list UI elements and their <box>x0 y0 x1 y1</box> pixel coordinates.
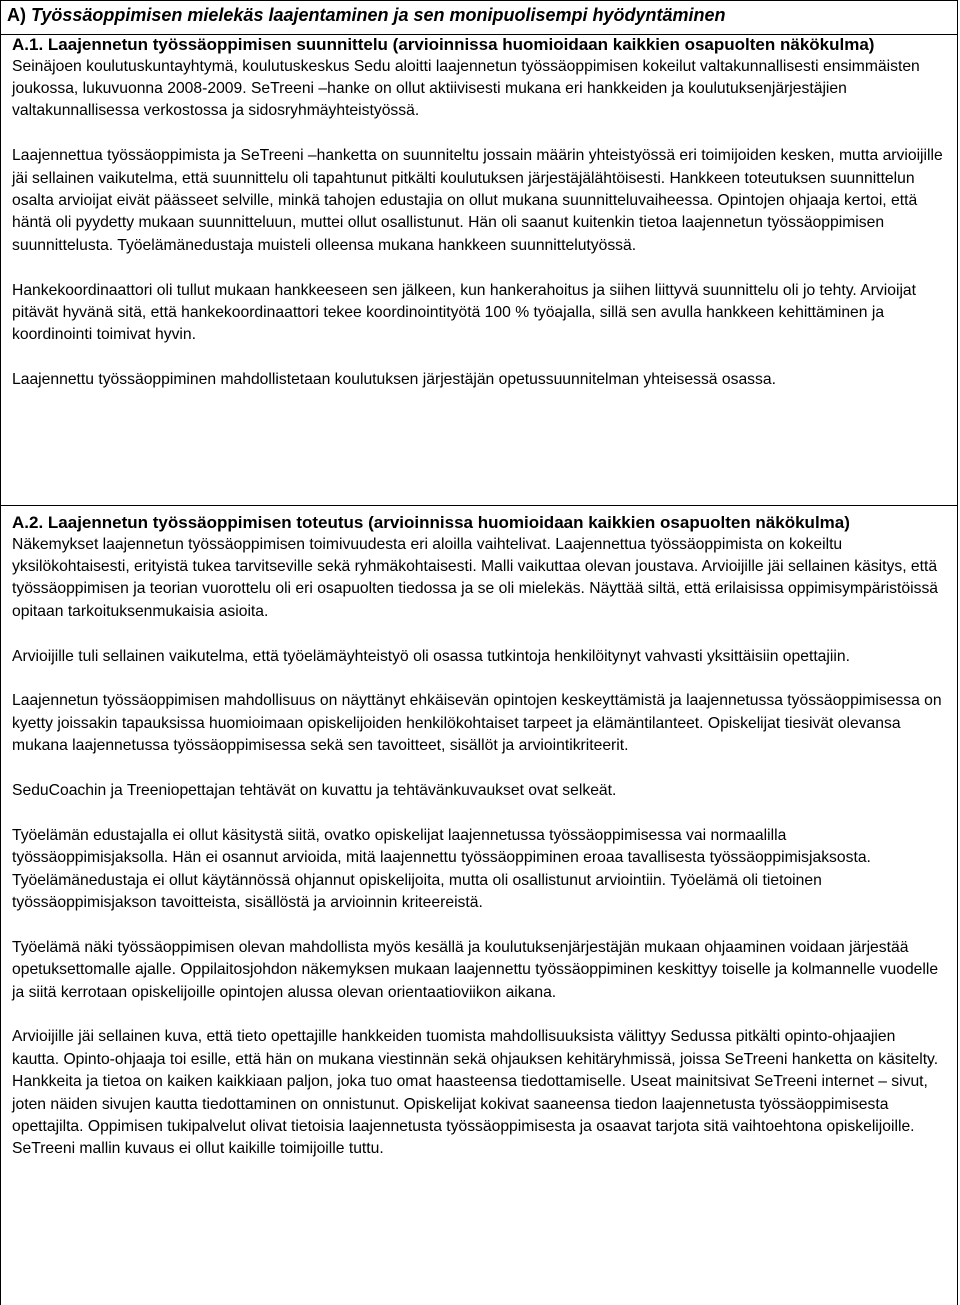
section-a1-heading: A.1. Laajennetun työssäoppimisen suunnittelu (arvioinnissa huomioidaan kaikkien osapuolten näkökulma) <box>12 35 875 54</box>
section-a2-paragraph-7: Arvioijille jäi sellainen kuva, että tieto opettajille hankkeiden tuomista mahdollisuuksista välittyy Sedussa pitkälti opinto-ohjaajien kautta. Opinto-ohjaaja toi esille, että hän on mukana viestinnän sekä ohjauksen kehitäryhmissä, joissa SeTreeni hanketta on käsitelty. Hankkeita ja tietoa on kaiken kaikkiaan paljon, joka tuo omat haasteensa tiedottamiselle. Useat mainitsivat SeTreeni internet – sivut, joten näiden sivujen kautta tiedottaminen on onnistunut. Opiskelijat kokivat saaneensa tiedon laajennetusta työssäoppimisesta opettajilta. Oppimisen tukipalvelut olivat tietoisia laajennetusta työssäoppimisesta ja osaavat tarjota sitä vaihtoehtona opiskelijoille. SeTreeni mallin kuvaus ei ollut kaikille toimijoille tuttu. <box>12 1028 939 1158</box>
section-header <box>0 0 958 34</box>
section-a2-paragraph-1: Näkemykset laajennetun työssäoppimisen toimivuudesta eri aloilla vaihtelivat. Laajennettua työssäoppimista on kokeiltu yksilökohtaisesti, erityistä tukea tarvitseville sekä ryhmäkohtaisesti. Malli vaikuttaa olevan joustava. Arvioijille jäi sellainen käsitys, että työssäoppimisen ja teorian vuorottelu oli eri osapuolten tiedossa ja se oli mielekäs. Näyttää siltä, että erilaisissa oppimisympäristöissä opitaan tarkoituksenmukaisia asioita. <box>12 535 939 620</box>
header-title-text: Työssäoppimisen mielekäs laajentaminen ja sen monipuolisempi hyödyntäminen <box>31 5 726 25</box>
section-a2-paragraph-6: Työelämä näki työssäoppimisen olevan mahdollista myös kesällä ja koulutuksenjärjestäjän mukaan ohjaaminen voidaan järjestää opetuksettomalle ajalle. Oppilaitosjohdon näkemyksen mukaan laajennettu työssäoppiminen keskittyy toiselle ja kolmannelle vuodelle ja siitä kerrotaan opiskelijoille opintojen alussa olevan orientaatioviikon aikana. <box>12 938 939 1001</box>
section-a1-paragraph-2: Laajennettua työssäoppimista ja SeTreeni –hanketta on suunniteltu jossain määrin yhteistyössä eri toimijoiden kesken, mutta arvioijille jäi sellainen vaikutelma, että suunnittelu oli tapahtunut pitkälti koulutuksen järjestäjälähtöisesti. Hankkeen toteutuksen suunnittelun osalta arvioijat eivät päässeet selville, minkä tahojen edustajia on ollut mukana suunnitteluvaiheessa. Opintojen ohjaaja kertoi, että häntä oli pyydetty mukaan suunnitteluun, muttei ollut osallistunut. Hän oli saanut kuitenkin tietoa laajennetun työssäoppimisen suunnittelusta. Työelämänedustaja muisteli olleensa mukana hankkeen suunnittelutyössä. <box>12 147 943 254</box>
section-a2-paragraph-5: Työelämän edustajalla ei ollut käsitystä siitä, ovatko opiskelijat laajennetussa työssäoppimisessa vai normaalilla työssäoppimisjaksolla. Hän ei osannut arvioida, mitä laajennettu työssäoppiminen eroaa tavallisesta työssäoppimisjaksosta. Työelämänedustaja ei ollut käytännössä ohjannut opiskelijoita, mutta oli osallistunut arviointiin. Työelämä oli tietoinen työssäoppimisjakson tavoitteista, sisällöstä ja arvioinnin kriteereistä. <box>12 826 871 911</box>
section-a2-paragraph-3: Laajennetun työssäoppimisen mahdollisuus on näyttänyt ehkäisevän opintojen keskeyttämistä ja laajennetussa työssäoppimisessa on kyetty joissakin tapauksissa huomioimaan opiskelijoiden henkilökohtaiset tarpeet ja elämäntilanteet. Opiskelijat tiesivät olevansa mukana laajennetussa työssäoppimisessa sekä sen tavoitteet, sisällöt ja arviointikriteerit. <box>12 692 942 755</box>
section-a2 <box>0 506 958 1305</box>
section-a1-paragraph-3: Hankekoordinaattori oli tullut mukaan hankkeeseen sen jälkeen, kun hankerahoitus ja siihen liittyvä suunnittelu oli jo tehty. Arvioijat pitävät hyvänä sitä, että hankekoordinaattori tekee koordinointityötä 100 % työajalla, sillä sen avulla hankkeen kehittäminen ja koordinointi toimivat hyvin. <box>12 281 917 344</box>
section-a1-paragraph-1: Seinäjoen koulutuskuntayhtymä, koulutuskeskus Sedu aloitti laajennetun työssäoppimisen kokeilut valtakunnallisesti ensimmäisten joukossa, lukuvuonna 2008-2009. SeTreeni –hanke on ollut aktiivisesti mukana eri hankkeiden ja koulutuksenjärjestäjien valtakunnallisessa verkostossa ja sidosryhmäyhteistyössä. <box>12 57 920 120</box>
header-label: A) <box>7 5 26 25</box>
section-a2-paragraph-4: SeduCoachin ja Treeniopettajan tehtävät on kuvattu ja tehtävänkuvaukset ovat selkeät. <box>12 781 617 799</box>
section-a1 <box>0 34 958 506</box>
section-a2-paragraph-2: Arvioijille tuli sellainen vaikutelma, että työelämäyhteistyö oli osassa tutkintoja henkilöitynyt vahvasti yksittäisiin opettajiin. <box>12 647 850 665</box>
header-title <box>7 5 726 26</box>
section-a2-heading: A.2. Laajennetun työssäoppimisen toteutus (arvioinnissa huomioidaan kaikkien osapuolten näkökulma) <box>12 513 850 532</box>
section-a1-paragraph-4: Laajennettu työssäoppiminen mahdollistetaan koulutuksen järjestäjän opetussuunnitelman yhteisessä osassa. <box>12 371 776 389</box>
